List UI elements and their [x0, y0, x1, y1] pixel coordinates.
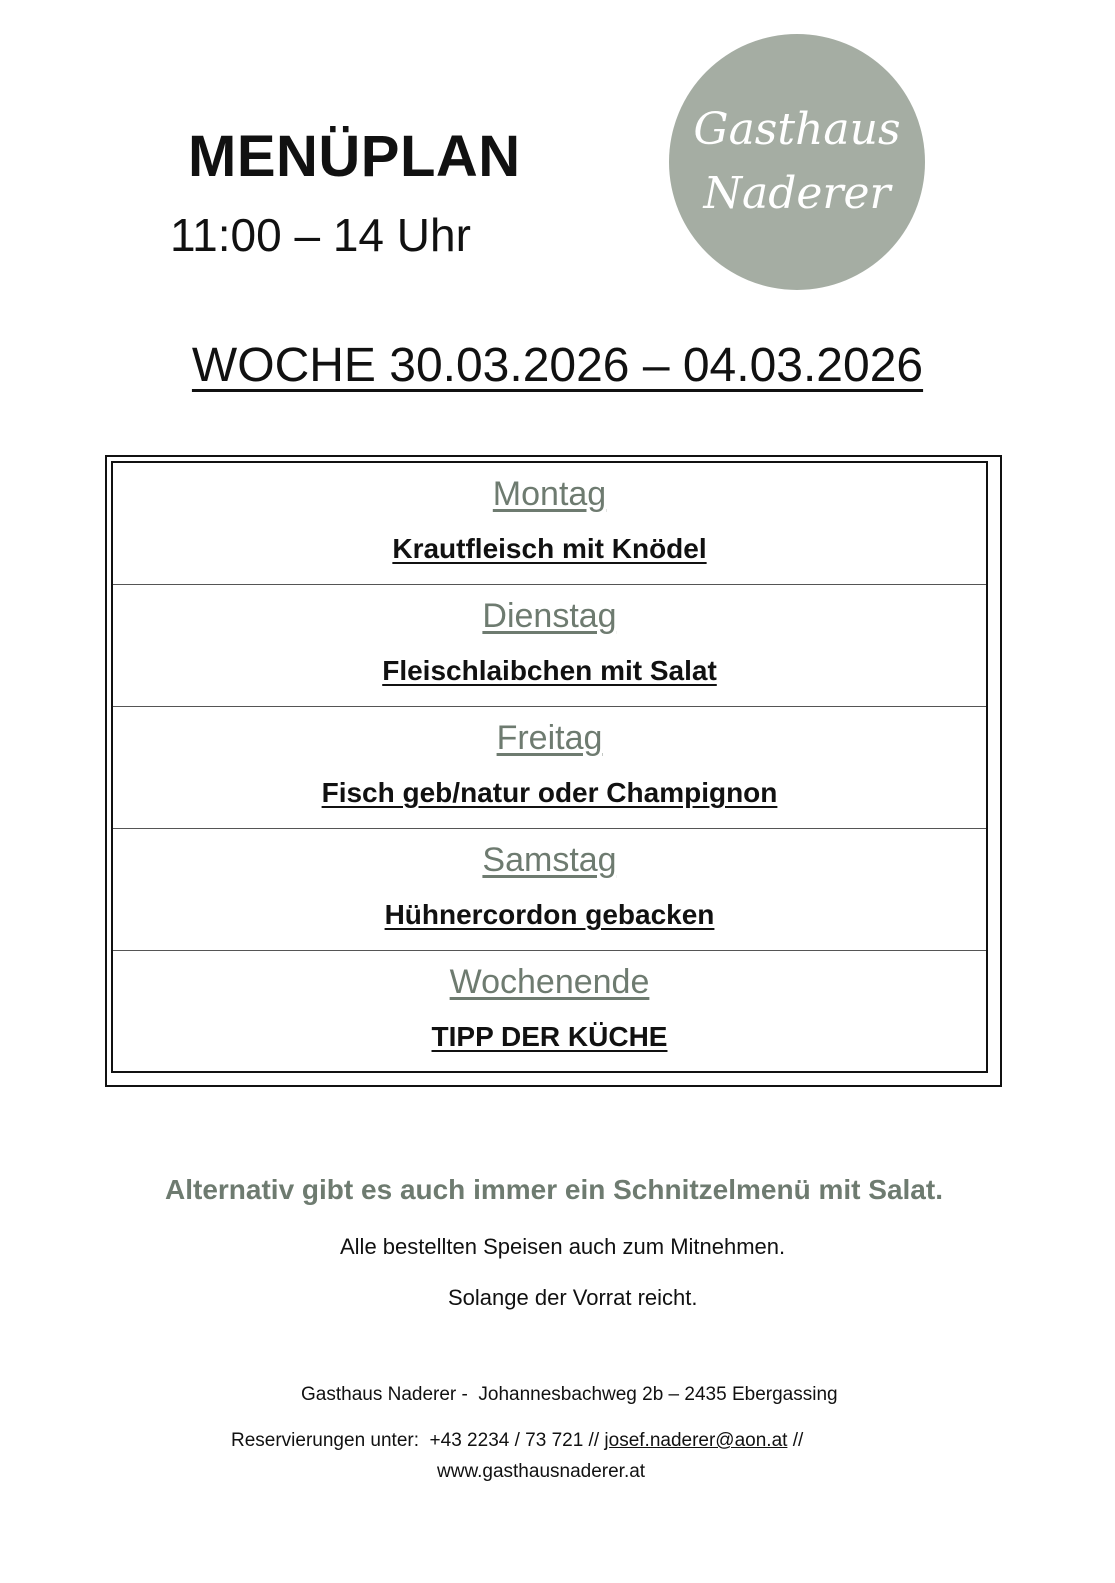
menu-row-friday [113, 707, 986, 829]
logo [669, 34, 925, 290]
day-label: Wochenende [449, 963, 650, 1001]
day-name [113, 951, 986, 1003]
reservation-suffix: // [787, 1430, 804, 1451]
dish-label: Fleischlaibchen mit Salat [382, 655, 717, 686]
menu-row-saturday [113, 829, 986, 951]
day-label: Dienstag [482, 597, 617, 635]
email-link[interactable]: josef.naderer@aon.at [604, 1430, 788, 1451]
logo-line-2: Naderer [703, 168, 891, 219]
website-link[interactable]: www.gasthausnaderer.at [437, 1461, 646, 1482]
logo-line-1: Gasthaus [693, 104, 901, 155]
day-label: Freitag [496, 719, 603, 757]
dish-name [113, 531, 986, 567]
page-title: MENÜPLAN [188, 124, 521, 189]
day-name [113, 463, 986, 515]
takeaway-note: Alle bestellten Speisen auch zum Mitnehmen. [340, 1234, 786, 1259]
menu-table-inner [111, 461, 988, 1073]
menu-table [105, 455, 1002, 1087]
reservation-text: Reservierungen unter: +43 2234 / 73 721 // [231, 1430, 605, 1451]
dish-name [113, 1019, 986, 1055]
day-label: Samstag [482, 841, 617, 879]
dish-label: Krautfleisch mit Knödel [392, 533, 707, 564]
dish-label: Hühnercordon gebacken [384, 899, 715, 930]
day-name [113, 829, 986, 881]
opening-hours: 11:00 – 14 Uhr [170, 209, 471, 261]
day-name [113, 707, 986, 759]
dish-name [113, 775, 986, 811]
footer-address: Gasthaus Naderer - Johannesbachweg 2b – 2435 Ebergassing [301, 1384, 838, 1405]
day-name [113, 585, 986, 637]
dish-name [113, 653, 986, 689]
menu-row-monday [113, 463, 986, 585]
week-label: WOCHE 30.03.2026 – 04.03.2026 [191, 339, 924, 392]
menu-row-weekend [113, 951, 986, 1073]
dish-label: Fisch geb/natur oder Champignon [321, 777, 778, 808]
footer-reservation [231, 1430, 803, 1452]
dish-name [113, 897, 986, 933]
day-label: Montag [492, 475, 607, 513]
week-heading [0, 340, 1115, 393]
supply-note: Solange der Vorrat reicht. [448, 1285, 698, 1310]
alternative-note: Alternativ gibt es auch immer ein Schnitzelmenü mit Salat. [165, 1174, 943, 1205]
menu-row-tuesday [113, 585, 986, 707]
dish-label: TIPP DER KÜCHE [431, 1021, 668, 1052]
